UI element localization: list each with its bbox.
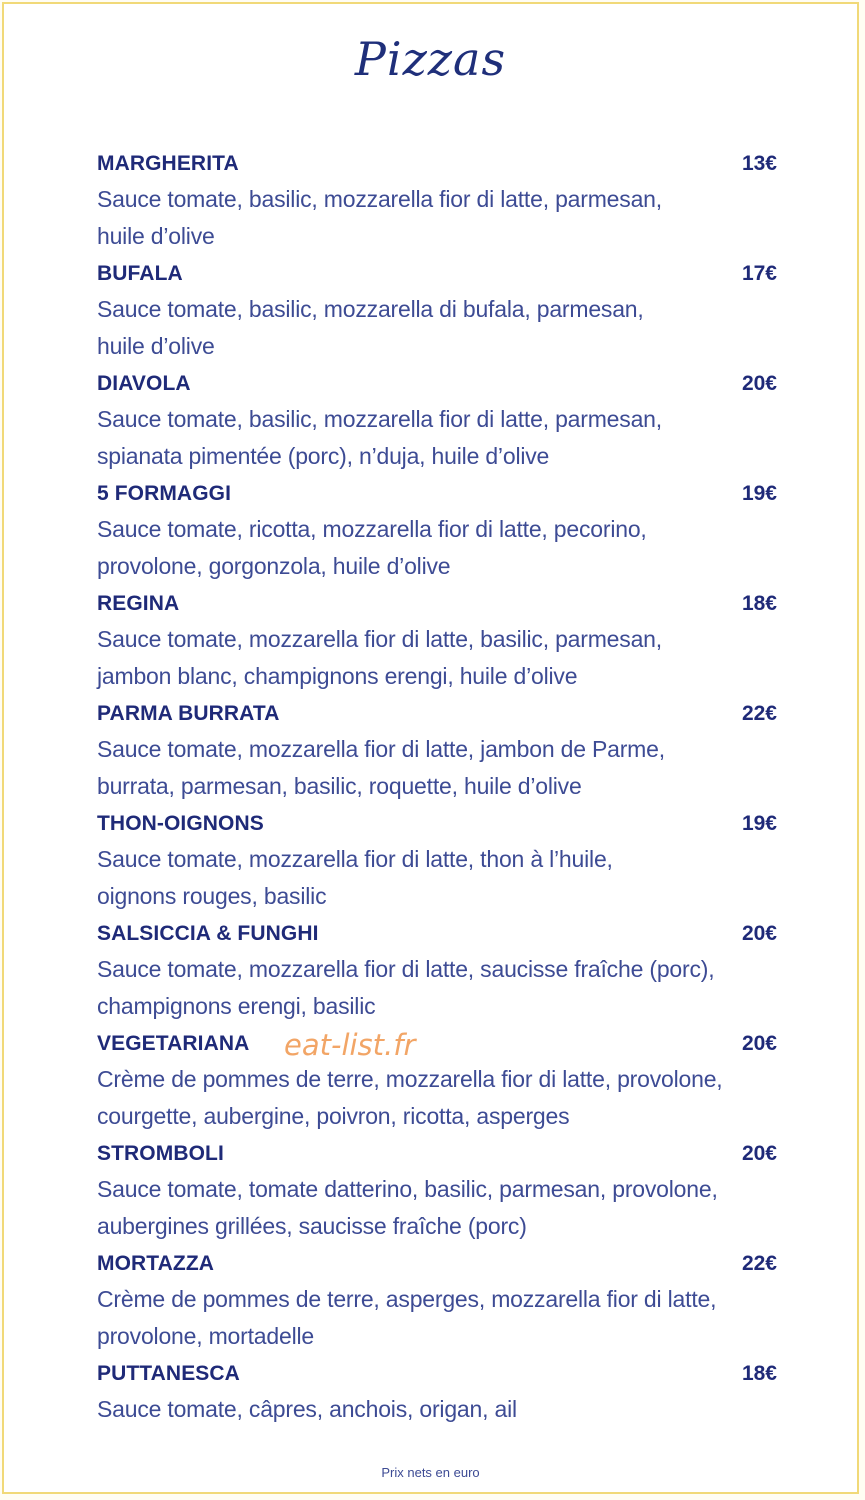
item-price: 13€ bbox=[741, 152, 777, 175]
item-name: THON-OIGNONS bbox=[97, 812, 264, 835]
item-description-line: aubergines grillées, saucisse fraîche (porc) bbox=[97, 1213, 527, 1239]
item-price: 19€ bbox=[741, 482, 777, 505]
item-price: 20€ bbox=[741, 372, 777, 395]
item-name: SALSICCIA & FUNGHI bbox=[97, 922, 319, 945]
item-price: 20€ bbox=[741, 1032, 777, 1055]
menu-item bbox=[97, 1357, 787, 1431]
item-description-line: Sauce tomate, mozzarella fior di latte, jambon de Parme, bbox=[97, 736, 665, 762]
item-description bbox=[97, 401, 787, 477]
item-description bbox=[97, 731, 787, 807]
item-description-line: champignons erengi, basilic bbox=[97, 993, 376, 1019]
item-description-line: spianata pimentée (porc), n’duja, huile d’olive bbox=[97, 443, 550, 469]
item-description-line: provolone, mortadelle bbox=[97, 1323, 314, 1349]
item-description bbox=[97, 841, 787, 917]
item-price: 20€ bbox=[741, 922, 777, 945]
item-description-line: Sauce tomate, mozzarella fior di latte, basilic, parmesan, bbox=[97, 626, 662, 652]
item-description-line: Crème de pommes de terre, mozzarella fior di latte, provolone, bbox=[97, 1066, 723, 1092]
item-name: PUTTANESCA bbox=[97, 1362, 240, 1385]
item-price: 18€ bbox=[741, 1362, 777, 1385]
watermark: eat-list.fr bbox=[284, 1028, 416, 1062]
item-description-line: Sauce tomate, câpres, anchois, origan, ail bbox=[97, 1396, 517, 1422]
item-description-line: Sauce tomate, mozzarella fior di latte, saucisse fraîche (porc), bbox=[97, 956, 715, 982]
item-name: MARGHERITA bbox=[97, 152, 239, 175]
item-name: PARMA BURRATA bbox=[97, 702, 280, 725]
item-description-line: Sauce tomate, basilic, mozzarella fior di latte, parmesan, bbox=[97, 406, 662, 432]
item-name: BUFALA bbox=[97, 262, 183, 285]
item-description bbox=[97, 1171, 787, 1247]
menu-item bbox=[97, 257, 787, 367]
item-description bbox=[97, 181, 787, 257]
item-price: 17€ bbox=[741, 262, 777, 285]
menu-item bbox=[97, 697, 787, 807]
item-description bbox=[97, 291, 787, 367]
item-name: MORTAZZA bbox=[97, 1252, 215, 1275]
item-price: 22€ bbox=[741, 702, 777, 725]
menu-item bbox=[97, 587, 787, 697]
item-description bbox=[97, 951, 787, 1027]
item-description-line: huile d’olive bbox=[97, 333, 215, 359]
menu-item bbox=[97, 367, 787, 477]
menu-item bbox=[97, 807, 787, 917]
menu-item bbox=[97, 1137, 787, 1247]
item-price: 18€ bbox=[741, 592, 777, 615]
page-title: Pizzas bbox=[354, 32, 507, 86]
item-description-line: Sauce tomate, basilic, mozzarella fior di latte, parmesan, bbox=[97, 186, 662, 212]
item-price: 20€ bbox=[741, 1142, 777, 1165]
menu-item bbox=[97, 917, 787, 1027]
item-description-line: Crème de pommes de terre, asperges, mozzarella fior di latte, bbox=[97, 1286, 717, 1312]
item-description-line: provolone, gorgonzola, huile d’olive bbox=[97, 553, 451, 579]
item-name: REGINA bbox=[97, 592, 180, 615]
item-description-line: courgette, aubergine, poivron, ricotta, asperges bbox=[97, 1103, 570, 1129]
item-description-line: Sauce tomate, basilic, mozzarella di bufala, parmesan, bbox=[97, 296, 644, 322]
footer-note: Prix nets en euro bbox=[381, 1465, 480, 1480]
item-description-line: Sauce tomate, tomate datterino, basilic, parmesan, provolone, bbox=[97, 1176, 718, 1202]
item-description bbox=[97, 621, 787, 697]
item-description-line: huile d’olive bbox=[97, 223, 215, 249]
item-description bbox=[97, 511, 787, 587]
item-name: STROMBOLI bbox=[97, 1142, 224, 1165]
item-name: 5 FORMAGGI bbox=[97, 482, 232, 505]
item-description-line: Sauce tomate, ricotta, mozzarella fior di latte, pecorino, bbox=[97, 516, 647, 542]
pizza-list bbox=[97, 147, 787, 1431]
menu-item bbox=[97, 1027, 787, 1137]
menu-item bbox=[97, 1247, 787, 1357]
item-description-line: Sauce tomate, mozzarella fior di latte, thon à l’huile, bbox=[97, 846, 613, 872]
item-price: 22€ bbox=[741, 1252, 777, 1275]
menu-item bbox=[97, 147, 787, 257]
item-description-line: burrata, parmesan, basilic, roquette, huile d’olive bbox=[97, 773, 582, 799]
item-description-line: jambon blanc, champignons erengi, huile d’olive bbox=[97, 663, 578, 689]
item-description bbox=[97, 1391, 787, 1431]
item-description bbox=[97, 1281, 787, 1357]
item-description-line: oignons rouges, basilic bbox=[97, 883, 327, 909]
menu-page bbox=[2, 2, 859, 1494]
item-name: DIAVOLA bbox=[97, 372, 191, 395]
item-name: VEGETARIANA bbox=[97, 1032, 250, 1055]
item-description bbox=[97, 1061, 787, 1137]
item-price: 19€ bbox=[741, 812, 777, 835]
menu-item bbox=[97, 477, 787, 587]
